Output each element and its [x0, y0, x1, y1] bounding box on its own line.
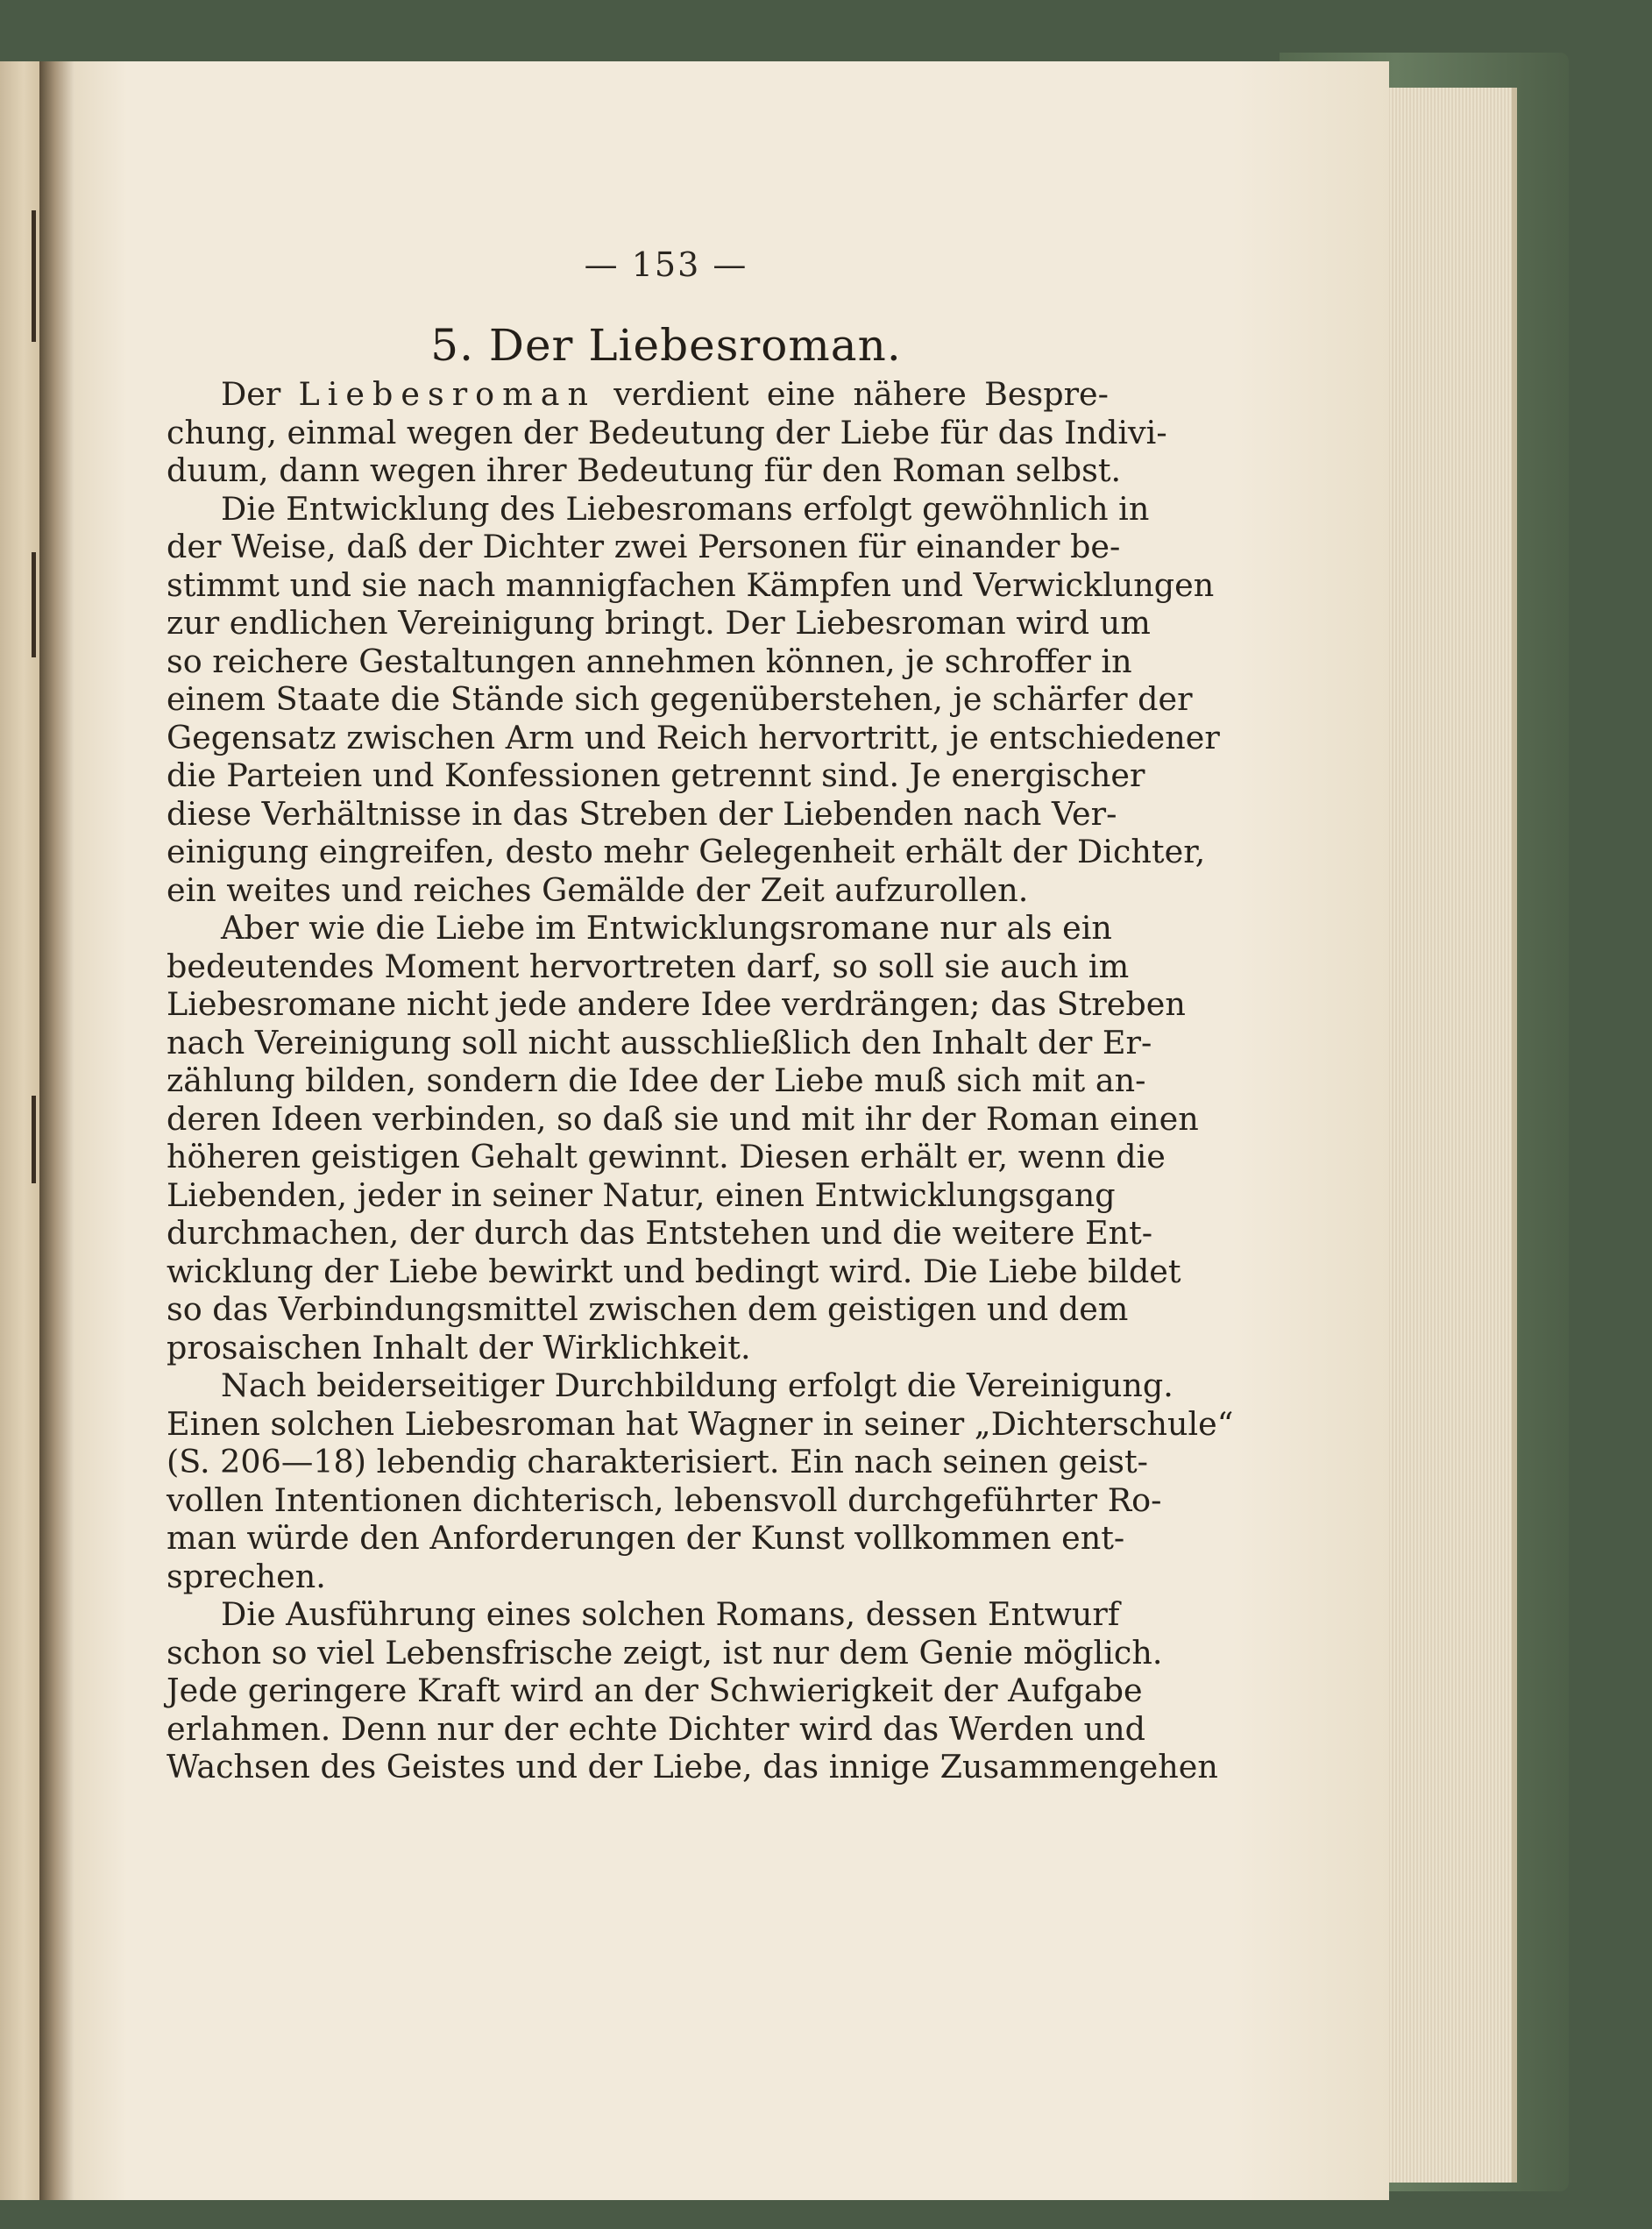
- text-line: [167, 375, 1109, 414]
- page-stack-edges: [1380, 88, 1517, 2183]
- text-run: Der: [221, 375, 299, 413]
- book-gutter: [39, 61, 74, 2200]
- page-number: — 153 —: [584, 245, 748, 284]
- text-line: duum, dann wegen ihrer Bedeutung für den Roman selbst.: [167, 451, 1122, 489]
- text-line: diese Verhältnisse in das Streben der Liebenden nach Ver-: [167, 794, 1117, 833]
- left-page-mark: [32, 210, 36, 342]
- text-line: (S. 206—18) lebendig charakterisiert. Ein nach seinen geist-: [167, 1443, 1148, 1480]
- text-line: sprechen.: [167, 1557, 326, 1595]
- text-run: verdient eine nähere Bespre-: [596, 375, 1109, 413]
- text-line: Nach beiderseitiger Durchbildung erfolgt die Vereinigung.: [221, 1367, 1173, 1404]
- text-line: höheren geistigen Gehalt gewinnt. Diesen erhält er, wenn die: [167, 1138, 1166, 1175]
- text-line: zählung bilden, sondern die Idee der Liebe muß sich mit an-: [167, 1061, 1146, 1099]
- text-line: Wachsen des Geistes und der Liebe, das innige Zusammengehen: [167, 1748, 1218, 1785]
- paragraph: [167, 375, 1167, 490]
- text-line: so das Verbindungsmittel zwischen dem geistigen und dem: [167, 1290, 1129, 1328]
- text-line: wicklung der Liebe bewirkt und bedingt wird. Die Liebe bildet: [167, 1252, 1181, 1290]
- text-line: die Parteien und Konfessionen getrennt sind. Je energischer: [167, 756, 1145, 794]
- paragraph: [167, 1595, 1218, 1786]
- text-line: man würde den Anforderungen der Kunst vollkommen ent-: [167, 1519, 1125, 1557]
- text-line: Jede geringere Kraft wird an der Schwierigkeit der Aufgabe: [167, 1672, 1143, 1709]
- text-line: so reichere Gestaltungen annehmen können, je schroffer in: [167, 642, 1132, 680]
- paragraph: [167, 1367, 1234, 1595]
- chapter-title: 5. Der Liebesroman.: [430, 320, 902, 371]
- text-line: erlahmen. Denn nur der echte Dichter wird das Werden und: [167, 1709, 1145, 1748]
- paragraph: [167, 489, 1220, 910]
- text-line: prosaischen Inhalt der Wirklichkeit.: [167, 1328, 751, 1367]
- text-line: Einen solchen Liebesroman hat Wagner in seiner „Dichterschule“: [167, 1404, 1234, 1443]
- text-line: vollen Intentionen dichterisch, lebensvoll durchgeführter Ro-: [167, 1480, 1162, 1519]
- text-line: zur endlichen Vereinigung bringt. Der Liebesroman wird um: [167, 604, 1151, 642]
- text-line: bedeutendes Moment hervortreten darf, so soll sie auch im: [167, 947, 1130, 985]
- text-line: nach Vereinigung soll nicht ausschließlich den Inhalt der Er-: [167, 1023, 1152, 1061]
- text-line: Gegensatz zwischen Arm und Reich hervortritt, je entschiedener: [167, 718, 1220, 756]
- emphasized-term: Liebesroman: [298, 375, 597, 413]
- left-page-edge: [0, 61, 39, 2200]
- body-text: [167, 375, 1234, 1786]
- paragraph: [167, 909, 1199, 1367]
- text-line: ein weites und reiches Gemälde der Zeit aufzurollen.: [167, 870, 1029, 909]
- text-line: stimmt und sie nach mannigfachen Kämpfen und Verwicklungen: [167, 565, 1215, 604]
- text-line: der Weise, daß der Dichter zwei Personen für einander be-: [167, 528, 1121, 565]
- text-line: deren Ideen verbinden, so daß sie und mit ihr der Roman einen: [167, 1099, 1199, 1138]
- text-line: Aber wie die Liebe im Entwicklungsromane nur als ein: [221, 909, 1112, 947]
- text-line: Liebenden, jeder in seiner Natur, einen Entwicklungsgang: [167, 1175, 1116, 1214]
- text-line: Liebesromane nicht jede andere Idee verdrängen; das Streben: [167, 985, 1186, 1023]
- text-line: Die Entwicklung des Liebesromans erfolgt gewöhnlich in: [221, 489, 1150, 528]
- text-line: durchmachen, der durch das Entstehen und die weitere Ent-: [167, 1214, 1153, 1252]
- left-page-mark: [32, 1096, 36, 1183]
- text-line: Die Ausführung eines solchen Romans, dessen Entwurf: [221, 1595, 1120, 1633]
- text-line: einigung eingreifen, desto mehr Gelegenheit erhält der Dichter,: [167, 833, 1206, 870]
- text-line: chung, einmal wegen der Bedeutung der Liebe für das Indivi-: [167, 413, 1167, 451]
- left-page-mark: [32, 552, 36, 657]
- text-line: schon so viel Lebensfrische zeigt, ist nur dem Genie möglich.: [167, 1633, 1163, 1672]
- text-line: einem Staate die Stände sich gegenüberstehen, je schärfer der: [167, 680, 1193, 718]
